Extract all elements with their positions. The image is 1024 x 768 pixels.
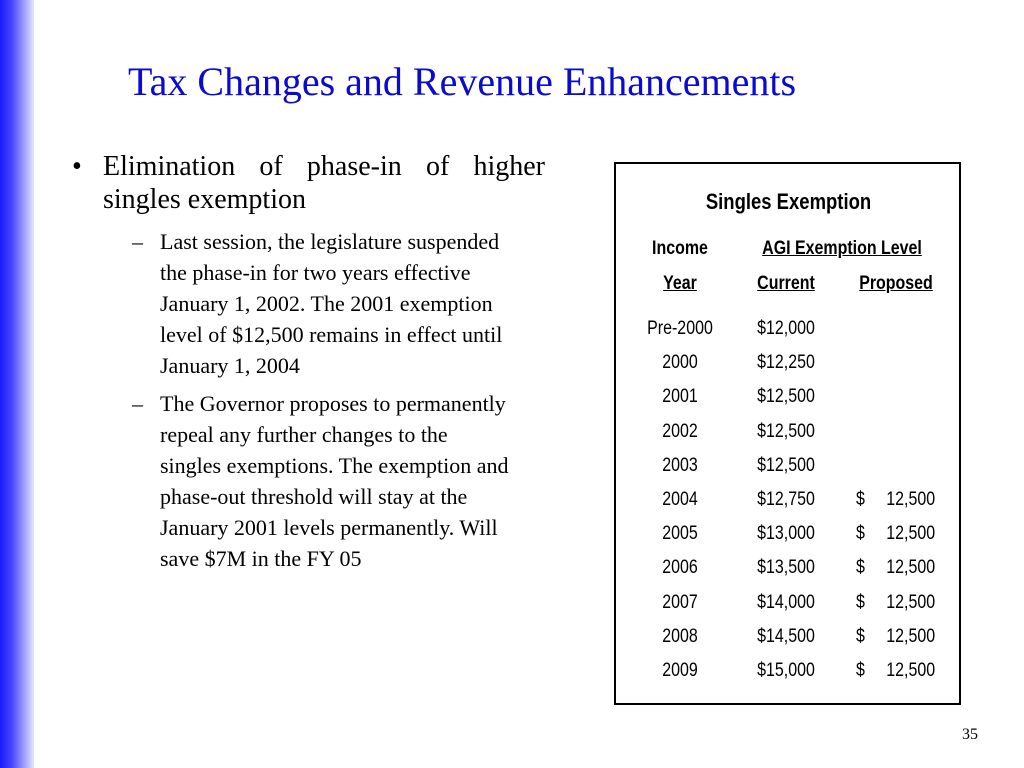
cell-proposed-value: 12,500 (886, 489, 935, 510)
cell-proposed-sign: $ (856, 557, 865, 578)
header-agi-exemption-level: AGI Exemption Level (762, 238, 922, 259)
cell-year: 2000 (662, 352, 698, 373)
dash-icon: – (132, 391, 143, 416)
cell-proposed-value: 12,500 (886, 592, 935, 613)
cell-year: 2003 (662, 455, 698, 476)
cell-year: 2009 (662, 660, 698, 681)
cell-proposed-value: 12,500 (886, 523, 935, 544)
cell-proposed-sign: $ (856, 660, 865, 681)
cell-proposed-value: 12,500 (886, 557, 935, 578)
cell-current: $13,500 (757, 557, 815, 578)
cell-current: $12,000 (757, 318, 815, 339)
header-income: Income (652, 238, 708, 259)
table-title: Singles Exemption (705, 189, 872, 214)
side-gradient-bar (0, 0, 34, 768)
cell-current: $12,500 (757, 421, 815, 442)
cell-year: 2007 (662, 592, 698, 613)
cell-year: 2005 (662, 523, 698, 544)
sub-bullet-list (132, 226, 510, 574)
cell-current: $12,750 (757, 489, 815, 510)
cell-proposed-sign: $ (856, 523, 865, 544)
cell-proposed-value: 12,500 (886, 626, 935, 647)
sub-bullet-text: The Governor proposes to permanently repeal any further changes to the singles exemptions. The exemption and phase-out threshold will stay at the January 2001 levels permanently. Will save $7M in the FY 05 (160, 391, 509, 571)
cell-current: $12,500 (757, 386, 815, 407)
main-bullet (70, 150, 545, 216)
cell-current: $12,250 (757, 352, 815, 373)
cell-current: $12,500 (757, 455, 815, 476)
cell-proposed-sign: $ (856, 592, 865, 613)
cell-year: 2002 (662, 421, 698, 442)
cell-year: 2008 (662, 626, 698, 647)
header-current: Current (757, 273, 815, 294)
cell-proposed-sign: $ (856, 626, 865, 647)
cell-current: $15,000 (757, 660, 815, 681)
sub-bullet (132, 226, 510, 381)
page-number: 35 (962, 726, 978, 743)
cell-proposed-sign: $ (856, 489, 865, 510)
cell-year: Pre-2000 (647, 318, 713, 339)
sub-bullet-text: Last session, the legislature suspended the phase-in for two years effective January 1, 2002. The 2001 exemption level of $12,500 remains in effect until January 1, 2004 (160, 229, 503, 378)
dash-icon: – (132, 229, 143, 254)
main-bullet-text: Elimination of phase-in of higher singles exemption (103, 151, 545, 215)
header-proposed: Proposed (859, 273, 933, 294)
slide-title: Tax Changes and Revenue Enhancements (128, 59, 797, 104)
cell-year: 2004 (662, 489, 698, 510)
bullet-list (70, 150, 545, 581)
cell-year: 2006 (662, 557, 698, 578)
cell-current: $14,500 (757, 626, 815, 647)
cell-current: $14,000 (757, 592, 815, 613)
cell-proposed-value: 12,500 (886, 660, 935, 681)
header-year: Year (663, 273, 697, 294)
cell-current: $13,000 (757, 523, 815, 544)
singles-exemption-table (614, 162, 961, 705)
bullet-dot-icon: • (72, 151, 82, 182)
sub-bullet (132, 388, 510, 574)
cell-year: 2001 (662, 386, 698, 407)
